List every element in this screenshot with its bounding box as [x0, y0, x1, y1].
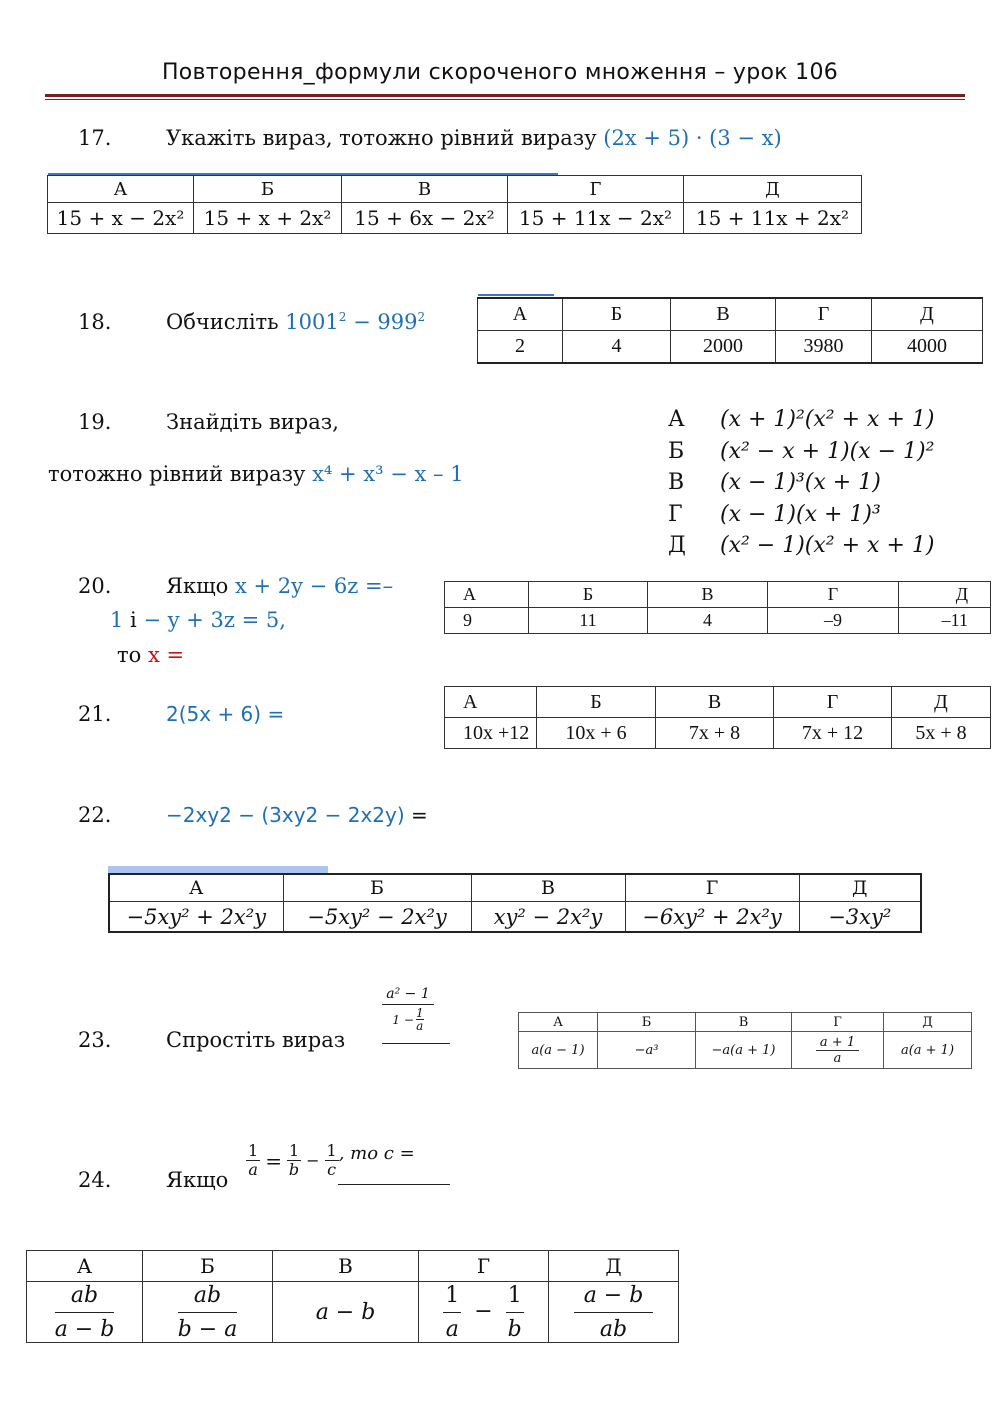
question-23-number: 23.	[78, 1028, 112, 1052]
question-19-prompt: Знайдіть вираз,	[166, 410, 339, 434]
answer-header-b: Б	[563, 298, 671, 331]
question-17-answers	[47, 175, 862, 234]
question-22-answers	[108, 873, 922, 933]
question-17-prompt: Укажіть вираз, тотожно рівний виразу	[166, 126, 597, 150]
answer-option[interactable]: 5x + 8	[892, 718, 991, 749]
answer-option[interactable]: Г (x − 1)(x + 1)³	[668, 501, 881, 527]
answer-option[interactable]: Б (x² − x + 1)(x − 1)²	[668, 438, 935, 464]
question-17-number: 17.	[78, 126, 112, 150]
question-18-prompt: Обчисліть	[166, 310, 279, 334]
answer-option[interactable]: В (x − 1)³(x + 1)	[668, 470, 881, 495]
answer-option[interactable]: 15 + 11x + 2x²	[684, 203, 862, 234]
question-19-prompt-2: тотожно рівний виразу	[48, 462, 306, 486]
question-20-expression-2: − y + 3z = 5,	[143, 608, 286, 632]
question-20-line3: то x =	[117, 643, 185, 667]
question-19-answers	[668, 404, 934, 562]
answer-option[interactable]: 9	[445, 608, 529, 634]
header-divider-thin	[45, 99, 965, 100]
answer-header-a: А	[48, 176, 194, 203]
question-21-number: 21.	[78, 702, 112, 726]
answer-option[interactable]: 10x +12	[445, 718, 537, 749]
answer-header-g: Г	[625, 874, 799, 902]
answer-header-a: А	[478, 298, 563, 331]
answer-header-a: А	[445, 582, 529, 608]
answer-blank-line	[382, 1043, 450, 1044]
answer-header-b: Б	[194, 176, 342, 203]
question-20-prompt: Якщо	[166, 574, 229, 598]
question-22-number: 22.	[78, 803, 112, 827]
page-title: Повторення_формули скороченого множення – урок 106	[161, 60, 839, 85]
answer-option[interactable]: $\frac{ab}{a - b}$	[27, 1282, 143, 1343]
answer-option[interactable]: –11	[899, 608, 991, 634]
header-divider	[45, 94, 965, 97]
answer-header-v: В	[648, 582, 768, 608]
answer-option[interactable]: a(a + 1)	[884, 1032, 972, 1069]
question-18-text	[166, 310, 425, 334]
answer-option[interactable]: −5xy² + 2x²y	[109, 902, 283, 933]
answer-header-g: Г	[419, 1251, 549, 1282]
answer-header-g: Г	[768, 582, 899, 608]
question-23-fraction	[382, 986, 434, 1032]
answer-option[interactable]: −5xy² − 2x²y	[283, 902, 471, 933]
answer-option[interactable]: А (x + 1)²(x² + x + 1)	[668, 407, 935, 432]
question-21-answers	[444, 686, 991, 749]
answer-option[interactable]: −a(a + 1)	[696, 1032, 792, 1069]
answer-option[interactable]: 15 + x − 2x²	[48, 203, 194, 234]
answer-option[interactable]: −3xy²	[799, 902, 921, 933]
question-23-prompt: Спростіть вираз	[166, 1028, 346, 1052]
answer-header-v: В	[471, 874, 625, 902]
answer-header-d: Д	[892, 687, 991, 718]
question-20-number: 20.	[78, 574, 112, 598]
question-24-answers	[26, 1250, 679, 1343]
answer-header-g: Г	[774, 687, 892, 718]
answer-header-d: Д	[549, 1251, 679, 1282]
question-21-expression: 2(5x + 6) =	[166, 702, 285, 726]
answer-option[interactable]: a(a − 1)	[519, 1032, 598, 1069]
answer-header-d: Д	[684, 176, 862, 203]
answer-option[interactable]: 7x + 12	[774, 718, 892, 749]
question-24-prompt: Якщо	[166, 1168, 229, 1192]
question-20-expression-1: x + 2y − 6z =–	[234, 574, 394, 598]
answer-header-a: А	[109, 874, 283, 902]
answer-header-d: Д	[899, 582, 991, 608]
question-20-target: x =	[147, 643, 185, 667]
answer-option[interactable]: −a³	[598, 1032, 696, 1069]
question-22-expression: −2xy2 − (3xy2 − 2x2y)	[166, 803, 405, 827]
answer-option[interactable]: −6xy² + 2x²y	[625, 902, 799, 933]
question-19-expression: x⁴ + x³ − x – 1	[312, 462, 464, 486]
question-20-line2: 1 і − y + 3z = 5,	[110, 608, 286, 632]
answer-header-d: Д	[884, 1013, 972, 1032]
answer-header-b: Б	[143, 1251, 273, 1282]
answer-header-a: А	[519, 1013, 598, 1032]
answer-option[interactable]: $\frac{a - b}{ab}$	[549, 1282, 679, 1343]
question-19-number: 19.	[78, 410, 112, 434]
answer-option[interactable]: $\frac{ab}{b - a}$	[143, 1282, 273, 1343]
question-18-number: 18.	[78, 310, 112, 334]
answer-header-a: А	[445, 687, 537, 718]
answer-option[interactable]: $\frac{1}{a}$ − $\frac{1}{b}$	[419, 1282, 549, 1343]
question-22-text: −2xy2 − (3xy2 − 2x2y) =	[166, 803, 428, 827]
question-17-expression: (2x + 5) · (3 − x)	[603, 126, 782, 150]
answer-option[interactable]: Д (x² − 1)(x² + x + 1)	[668, 533, 935, 558]
answer-option[interactable]: 7x + 8	[656, 718, 774, 749]
answer-option[interactable]: 15 + 6x − 2x²	[342, 203, 508, 234]
answer-header-v: В	[273, 1251, 419, 1282]
answer-option[interactable]: 4	[648, 608, 768, 634]
question-23-answers	[518, 1012, 972, 1069]
answer-header-d: Д	[799, 874, 921, 902]
answer-header-g: Г	[792, 1013, 884, 1032]
answer-header-b: Б	[283, 874, 471, 902]
answer-header-b: Б	[529, 582, 648, 608]
question-20-answers	[444, 581, 991, 634]
answer-option[interactable]: $\frac{a + 1}{a}$	[792, 1032, 884, 1069]
answer-option[interactable]: 15 + 11x − 2x²	[508, 203, 684, 234]
answer-header-a: А	[27, 1251, 143, 1282]
question-19-text	[48, 462, 464, 486]
answer-header-g: Г	[508, 176, 684, 203]
fraction-numerator: a² − 1	[382, 986, 434, 1005]
answer-option[interactable]: 10x + 6	[537, 718, 656, 749]
answer-header-v: В	[656, 687, 774, 718]
answer-header-d: Д	[872, 298, 983, 331]
answer-option[interactable]: 15 + x + 2x²	[194, 203, 342, 234]
answer-header-g: Г	[776, 298, 872, 331]
fraction-denominator: 1 − $\frac{1}{a}$	[392, 1006, 424, 1033]
highlight-bar	[478, 294, 554, 296]
answer-option[interactable]: 3980	[776, 331, 872, 364]
answer-header-b: Б	[598, 1013, 696, 1032]
answer-option[interactable]: –9	[768, 608, 899, 634]
answer-blank-line	[338, 1184, 450, 1185]
question-18-expression: $1001^2 - 999^2$	[285, 310, 426, 334]
answer-option[interactable]: 4000	[872, 331, 983, 364]
question-24-condition: $\frac{1}{a}$ = $\frac{1}{b}$ − $\frac{1}{c}$ , то c =	[248, 1141, 415, 1179]
answer-header-v: В	[696, 1013, 792, 1032]
answer-option[interactable]: 2000	[671, 331, 776, 364]
answer-option[interactable]: 2	[478, 331, 563, 364]
answer-option[interactable]: 4	[563, 331, 671, 364]
answer-option[interactable]: 11	[529, 608, 648, 634]
question-20-line1	[166, 574, 393, 598]
question-18-answers	[477, 297, 983, 364]
question-17-text	[166, 126, 782, 150]
question-24-number: 24.	[78, 1168, 112, 1192]
answer-header-b: Б	[537, 687, 656, 718]
answer-option[interactable]: xy² − 2x²y	[471, 902, 625, 933]
answer-header-v: В	[671, 298, 776, 331]
answer-header-v: В	[342, 176, 508, 203]
answer-option[interactable]: a − b	[273, 1282, 419, 1343]
